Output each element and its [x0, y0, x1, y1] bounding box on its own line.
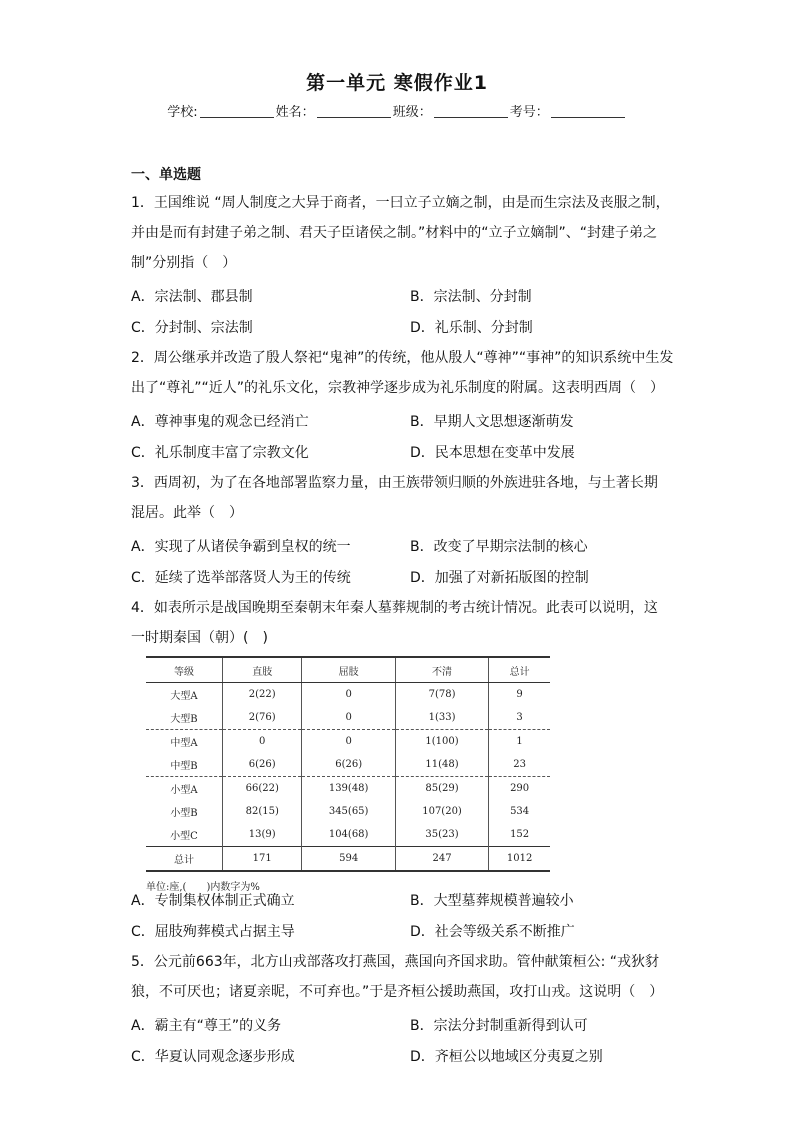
- question-line: 狼，不可厌也；诸夏亲昵，不可弃也。”于是齐桓公援助燕国，攻打山戎。这说明（ ）: [131, 984, 664, 1000]
- question-1-option-d[interactable]: D．礼乐制、分封制: [410, 320, 533, 336]
- question-5-option-b[interactable]: B．宗法分封制重新得到认可: [410, 1018, 588, 1034]
- table-cell: 13(9): [223, 823, 302, 847]
- table-cell: 345(65): [302, 800, 395, 823]
- question-5-stem: [131, 947, 663, 1007]
- question-line: 出了“尊礼”“近人”的礼乐文化，宗教神学逐步成为礼乐制度的附属。这表明西周（ ）: [131, 380, 665, 396]
- exam-no-blank[interactable]: [551, 103, 625, 118]
- table-cell: 3: [489, 706, 550, 730]
- table-cell: 2(76): [223, 706, 302, 730]
- column-header: 等级: [146, 657, 223, 683]
- question-4-stem: [131, 593, 663, 653]
- school-label: 学校:: [167, 105, 198, 120]
- table-cell: 6(26): [302, 753, 395, 777]
- table-cell: 7(78): [395, 683, 488, 707]
- question-1-option-c[interactable]: C．分封制、宗法制: [131, 320, 253, 336]
- table-row: [146, 823, 550, 847]
- table-cell: 66(22): [223, 777, 302, 801]
- question-1-option-b[interactable]: B．宗法制、分封制: [410, 289, 532, 305]
- question-line: 一时期秦国（朝）( ): [131, 630, 268, 646]
- column-header: 直肢: [223, 657, 302, 683]
- table-cell: 中型A: [146, 730, 223, 754]
- question-2-option-a[interactable]: A．尊神事鬼的观念已经消亡: [131, 414, 309, 430]
- table-row: [146, 706, 550, 730]
- table-row: [146, 683, 550, 707]
- school-blank[interactable]: [200, 103, 274, 118]
- question-3-option-d[interactable]: D．加强了对新拓版图的控制: [410, 570, 589, 586]
- table-cell: 247: [395, 847, 488, 872]
- exam-no-label: 考号：: [509, 105, 549, 120]
- question-line: 3．西周初，为了在各地部署监察力量，由王族带领归顺的外族进驻各地，与土著长期: [131, 475, 658, 491]
- table-cell: 0: [302, 706, 395, 730]
- table-row: [146, 800, 550, 823]
- question-2-option-c[interactable]: C．礼乐制度丰富了宗教文化: [131, 445, 309, 461]
- table-cell: 小型B: [170, 808, 198, 819]
- table-cell: 594: [302, 847, 395, 872]
- table-cell: 0: [302, 730, 395, 754]
- table-cell: 139(48): [302, 777, 395, 801]
- table-cell: 总计: [146, 847, 223, 872]
- name-blank[interactable]: [317, 103, 391, 118]
- data-table: [146, 656, 550, 872]
- question-line: 混居。此举（ ）: [131, 505, 243, 521]
- class-label: 班级：: [392, 105, 432, 120]
- table-cell: 0: [302, 683, 395, 707]
- table-cell: 152: [489, 823, 550, 847]
- question-5-option-d[interactable]: D．齐桓公以地域区分夷夏之别: [410, 1049, 603, 1065]
- table-row: [146, 753, 550, 777]
- table-cell: 大型A: [170, 691, 198, 702]
- table-cell: 大型B: [170, 714, 198, 725]
- table-cell: 85(29): [395, 777, 488, 801]
- question-2-stem: [131, 343, 674, 403]
- table-cell: 107(20): [395, 800, 488, 823]
- table-cell: 11(48): [395, 753, 488, 777]
- question-line: 制”分别指（ ）: [131, 255, 237, 271]
- table-cell: 中型B: [170, 761, 198, 772]
- table-cell: 82(15): [223, 800, 302, 823]
- table-cell: 小型A: [146, 777, 223, 801]
- question-5-option-a[interactable]: A．霸主有“尊王”的义务: [131, 1018, 282, 1034]
- question-1-stem: [131, 188, 670, 278]
- question-5-option-c[interactable]: C．华夏认同观念逐步形成: [131, 1049, 295, 1065]
- question-1-option-a[interactable]: A．宗法制、郡县制: [131, 289, 253, 305]
- table-note: 单位:座,( )内数字为%: [146, 882, 260, 893]
- column-header: 总计: [489, 657, 550, 683]
- question-line: 并由是而有封建子弟之制、君天子臣诸侯之制。”材料中的“立子立嫡制”、“封建子弟之: [131, 225, 658, 241]
- table-row: [146, 777, 550, 801]
- table-cell: 1(100): [395, 730, 488, 754]
- question-4-option-d[interactable]: D．社会等级关系不断推广: [410, 924, 575, 940]
- question-4-option-c[interactable]: C．屈肢殉葬模式占据主导: [131, 924, 295, 940]
- question-line: 1．王国维说 “周人制度之大异于商者，一曰立子立嫡之制，由是而生宗法及丧服之制，: [131, 195, 670, 211]
- table-cell: 1: [489, 730, 550, 754]
- table-cell: 1(33): [395, 706, 488, 730]
- table-cell: 534: [489, 800, 550, 823]
- table-cell: 290: [489, 777, 550, 801]
- question-2-option-b[interactable]: B．早期人文思想逐渐萌发: [410, 414, 574, 430]
- table-header-row: [146, 657, 550, 683]
- table-cell: 6(26): [223, 753, 302, 777]
- section-heading: 一、单选题: [131, 167, 201, 183]
- student-info-line: [0, 101, 794, 120]
- table-cell: 23: [489, 753, 550, 777]
- question-line: 2．周公继承并改造了殷人祭祀“鬼神”的传统，他从殷人“尊神”“事神”的知识系统中生发: [131, 350, 674, 366]
- table-row: [146, 730, 550, 754]
- column-header: 不清: [395, 657, 488, 683]
- page-title: 第一单元 寒假作业1: [306, 72, 488, 94]
- question-3-option-c[interactable]: C．延续了选举部落贤人为王的传统: [131, 570, 351, 586]
- column-header: 屈肢: [302, 657, 395, 683]
- table-cell: 2(22): [223, 683, 302, 707]
- question-2-option-d[interactable]: D．民本思想在变革中发展: [410, 445, 575, 461]
- burial-statistics-table: [146, 656, 550, 893]
- table-cell: 9: [489, 683, 550, 707]
- question-4-option-b[interactable]: B．大型墓葬规模普遍较小: [410, 893, 574, 909]
- question-3-stem: [131, 468, 663, 528]
- question-line: 4．如表所示是战国晚期至秦朝末年秦人墓葬规制的考古统计情况。此表可以说明，这: [131, 600, 658, 616]
- question-4-option-a[interactable]: A．专制集权体制正式确立: [131, 893, 295, 909]
- name-label: 姓名：: [275, 105, 315, 120]
- table-cell: 1012: [489, 847, 550, 872]
- table-cell: 104(68): [302, 823, 395, 847]
- table-cell: 171: [223, 847, 302, 872]
- question-line: 5．公元前663年，北方山戎部落攻打燕国，燕国向齐国求助。管仲献策桓公: “戎狄豺: [131, 954, 660, 970]
- table-total-row: [146, 847, 550, 872]
- class-blank[interactable]: [434, 103, 508, 118]
- question-3-option-b[interactable]: B．改变了早期宗法制的核心: [410, 539, 588, 555]
- table-cell: 35(23): [395, 823, 488, 847]
- table-cell: 0: [223, 730, 302, 754]
- table-cell: 小型C: [170, 831, 198, 842]
- question-3-option-a[interactable]: A．实现了从诸侯争霸到皇权的统一: [131, 539, 351, 555]
